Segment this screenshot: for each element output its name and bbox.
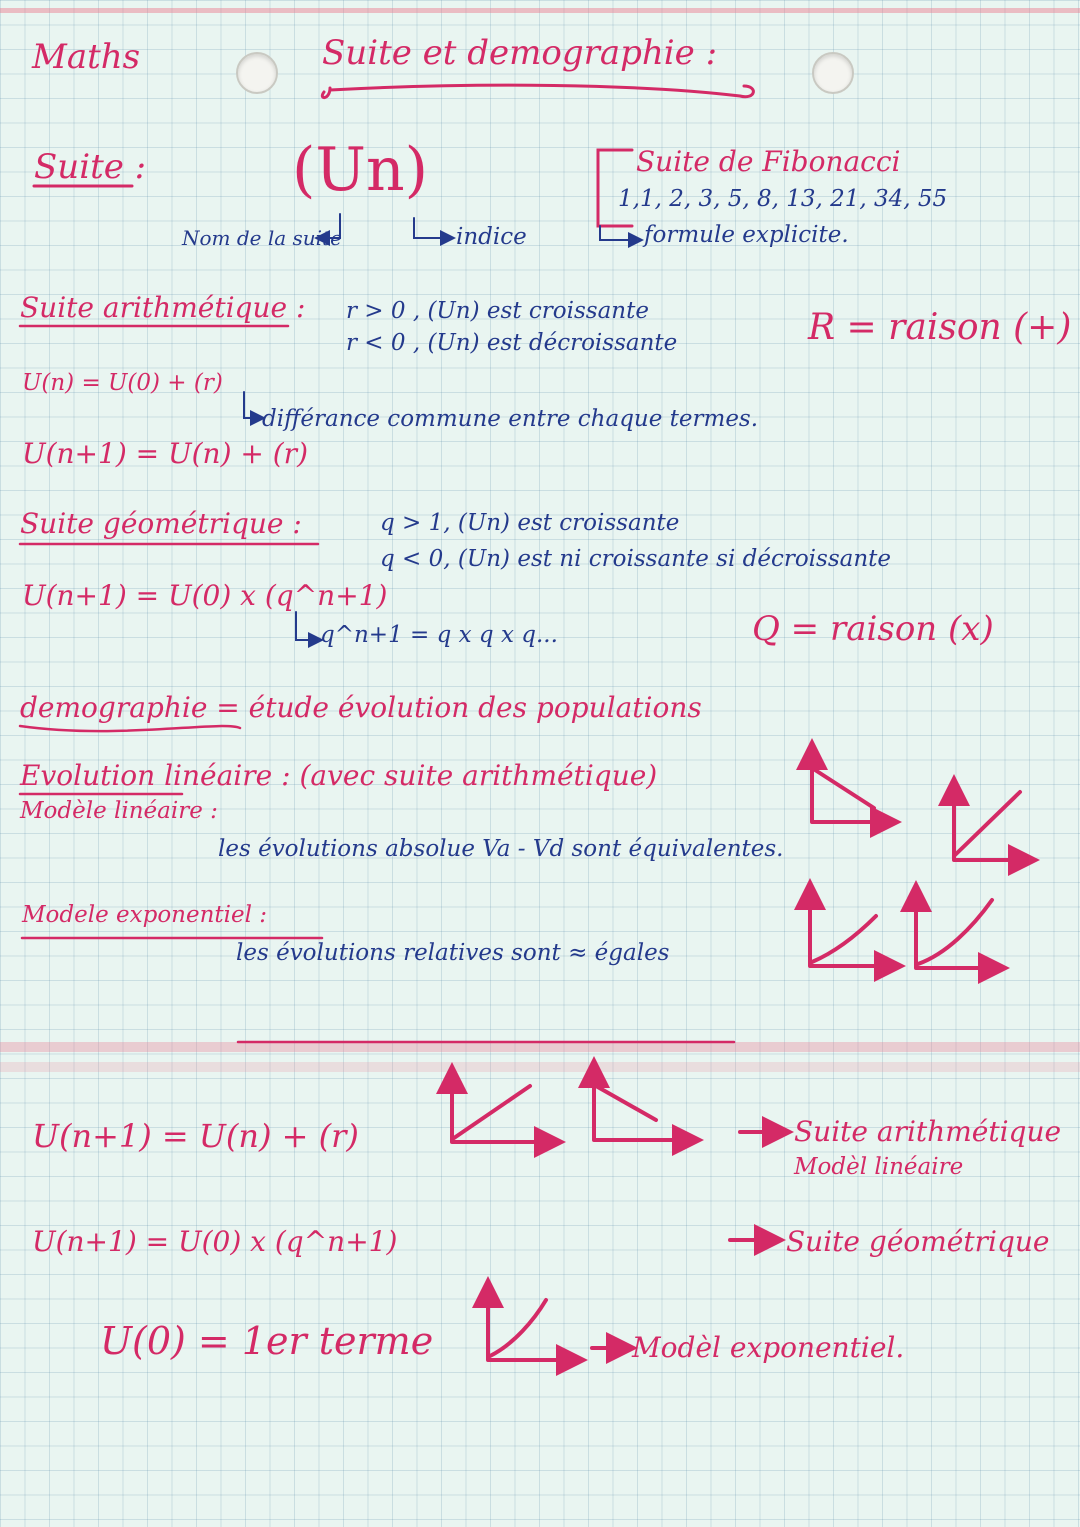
page-title: Suite et demographie : — [322, 33, 718, 73]
graph-increasing-axes — [954, 796, 1024, 860]
suite-index-note: indice — [456, 224, 527, 250]
suite-label: Suite : — [34, 147, 147, 187]
fibonacci-bracket — [598, 150, 632, 226]
arithmetic-cond-negative: r < 0 , (Un) est décroissante — [346, 330, 678, 356]
summary-formula-geometric: U(n+1) = U(0) x (q^n+1) — [32, 1225, 398, 1258]
subject-label: Maths — [32, 37, 141, 77]
graph-increasing-line — [954, 792, 1020, 856]
summary-formula-arithmetic: U(n+1) = U(n) + (r) — [32, 1117, 359, 1155]
summary-graph-2-axes — [594, 1078, 688, 1140]
fibonacci-title: Suite de Fibonacci — [636, 145, 901, 178]
demography-definition: demographie = étude évolution des populations — [20, 691, 702, 724]
geometric-label: Suite géométrique : — [20, 507, 302, 540]
exp-model-note: les évolutions relatives sont ≈ égales — [236, 940, 670, 966]
suite-name-note: Nom de la suite — [182, 226, 342, 250]
fibonacci-formula: formule explicite. — [644, 222, 849, 248]
geometric-cond-growing: q > 1, (Un) est croissante — [380, 510, 680, 536]
summary-result-geometric: Suite géométrique — [786, 1225, 1050, 1258]
arithmetic-formula-recursive: U(n+1) = U(n) + (r) — [22, 437, 308, 470]
graph-decreasing-line — [812, 768, 874, 808]
arithmetic-cond-positive: r > 0 , (Un) est croissante — [346, 298, 649, 324]
power-note: q^n+1 = q x q x q... — [320, 622, 558, 648]
arithmetic-label: Suite arithmétique : — [20, 291, 306, 324]
summary-graph-2-line — [596, 1086, 656, 1120]
summary-graph-1-line — [454, 1086, 530, 1138]
summary-result-arithmetic: Suite arithmétique — [794, 1115, 1062, 1148]
linear-model-note: les évolutions absolue Va - Vd sont équivalentes. — [218, 836, 784, 862]
geometric-formula: U(n+1) = U(0) x (q^n+1) — [22, 579, 388, 612]
geometric-ratio: Q = raison (x) — [752, 609, 994, 649]
power-arrow — [296, 612, 316, 640]
summary-graph-3-curve — [490, 1300, 546, 1356]
summary-graph-1-axes — [452, 1084, 550, 1142]
index-arrow — [414, 218, 448, 238]
summary-result-linear: Modèl linéaire — [794, 1154, 964, 1180]
suite-notation: (Un) — [292, 135, 429, 205]
summary-first-term: U(0) = 1er terme — [100, 1319, 434, 1363]
arithmetic-ratio: R = raison (+) — [808, 307, 1072, 348]
graph-exp-1-curve — [812, 916, 876, 962]
arithmetic-formula-explicit: U(n) = U(0) + (r) — [22, 370, 223, 396]
demography-underline — [20, 726, 240, 731]
title-underline — [322, 85, 753, 97]
name-arrow — [322, 214, 340, 238]
linear-model-label: Modèle linéaire : — [20, 798, 218, 824]
exp-model-label: Modele exponentiel : — [22, 902, 268, 928]
geometric-cond-neither: q < 0, (Un) est ni croissante si décroissante — [380, 546, 892, 572]
fibonacci-values: 1,1, 2, 3, 5, 8, 13, 21, 34, 55 — [618, 186, 948, 212]
graph-exp-2-curve — [918, 900, 992, 964]
linear-evolution-label: Evolution linéaire : (avec suite arithmétique) — [20, 759, 658, 792]
difference-note: différance commune entre chaque termes. — [262, 406, 759, 432]
formula-arrow — [600, 226, 636, 240]
difference-arrow — [244, 392, 258, 418]
summary-result-exponential: Modèl exponentiel. — [632, 1331, 905, 1364]
